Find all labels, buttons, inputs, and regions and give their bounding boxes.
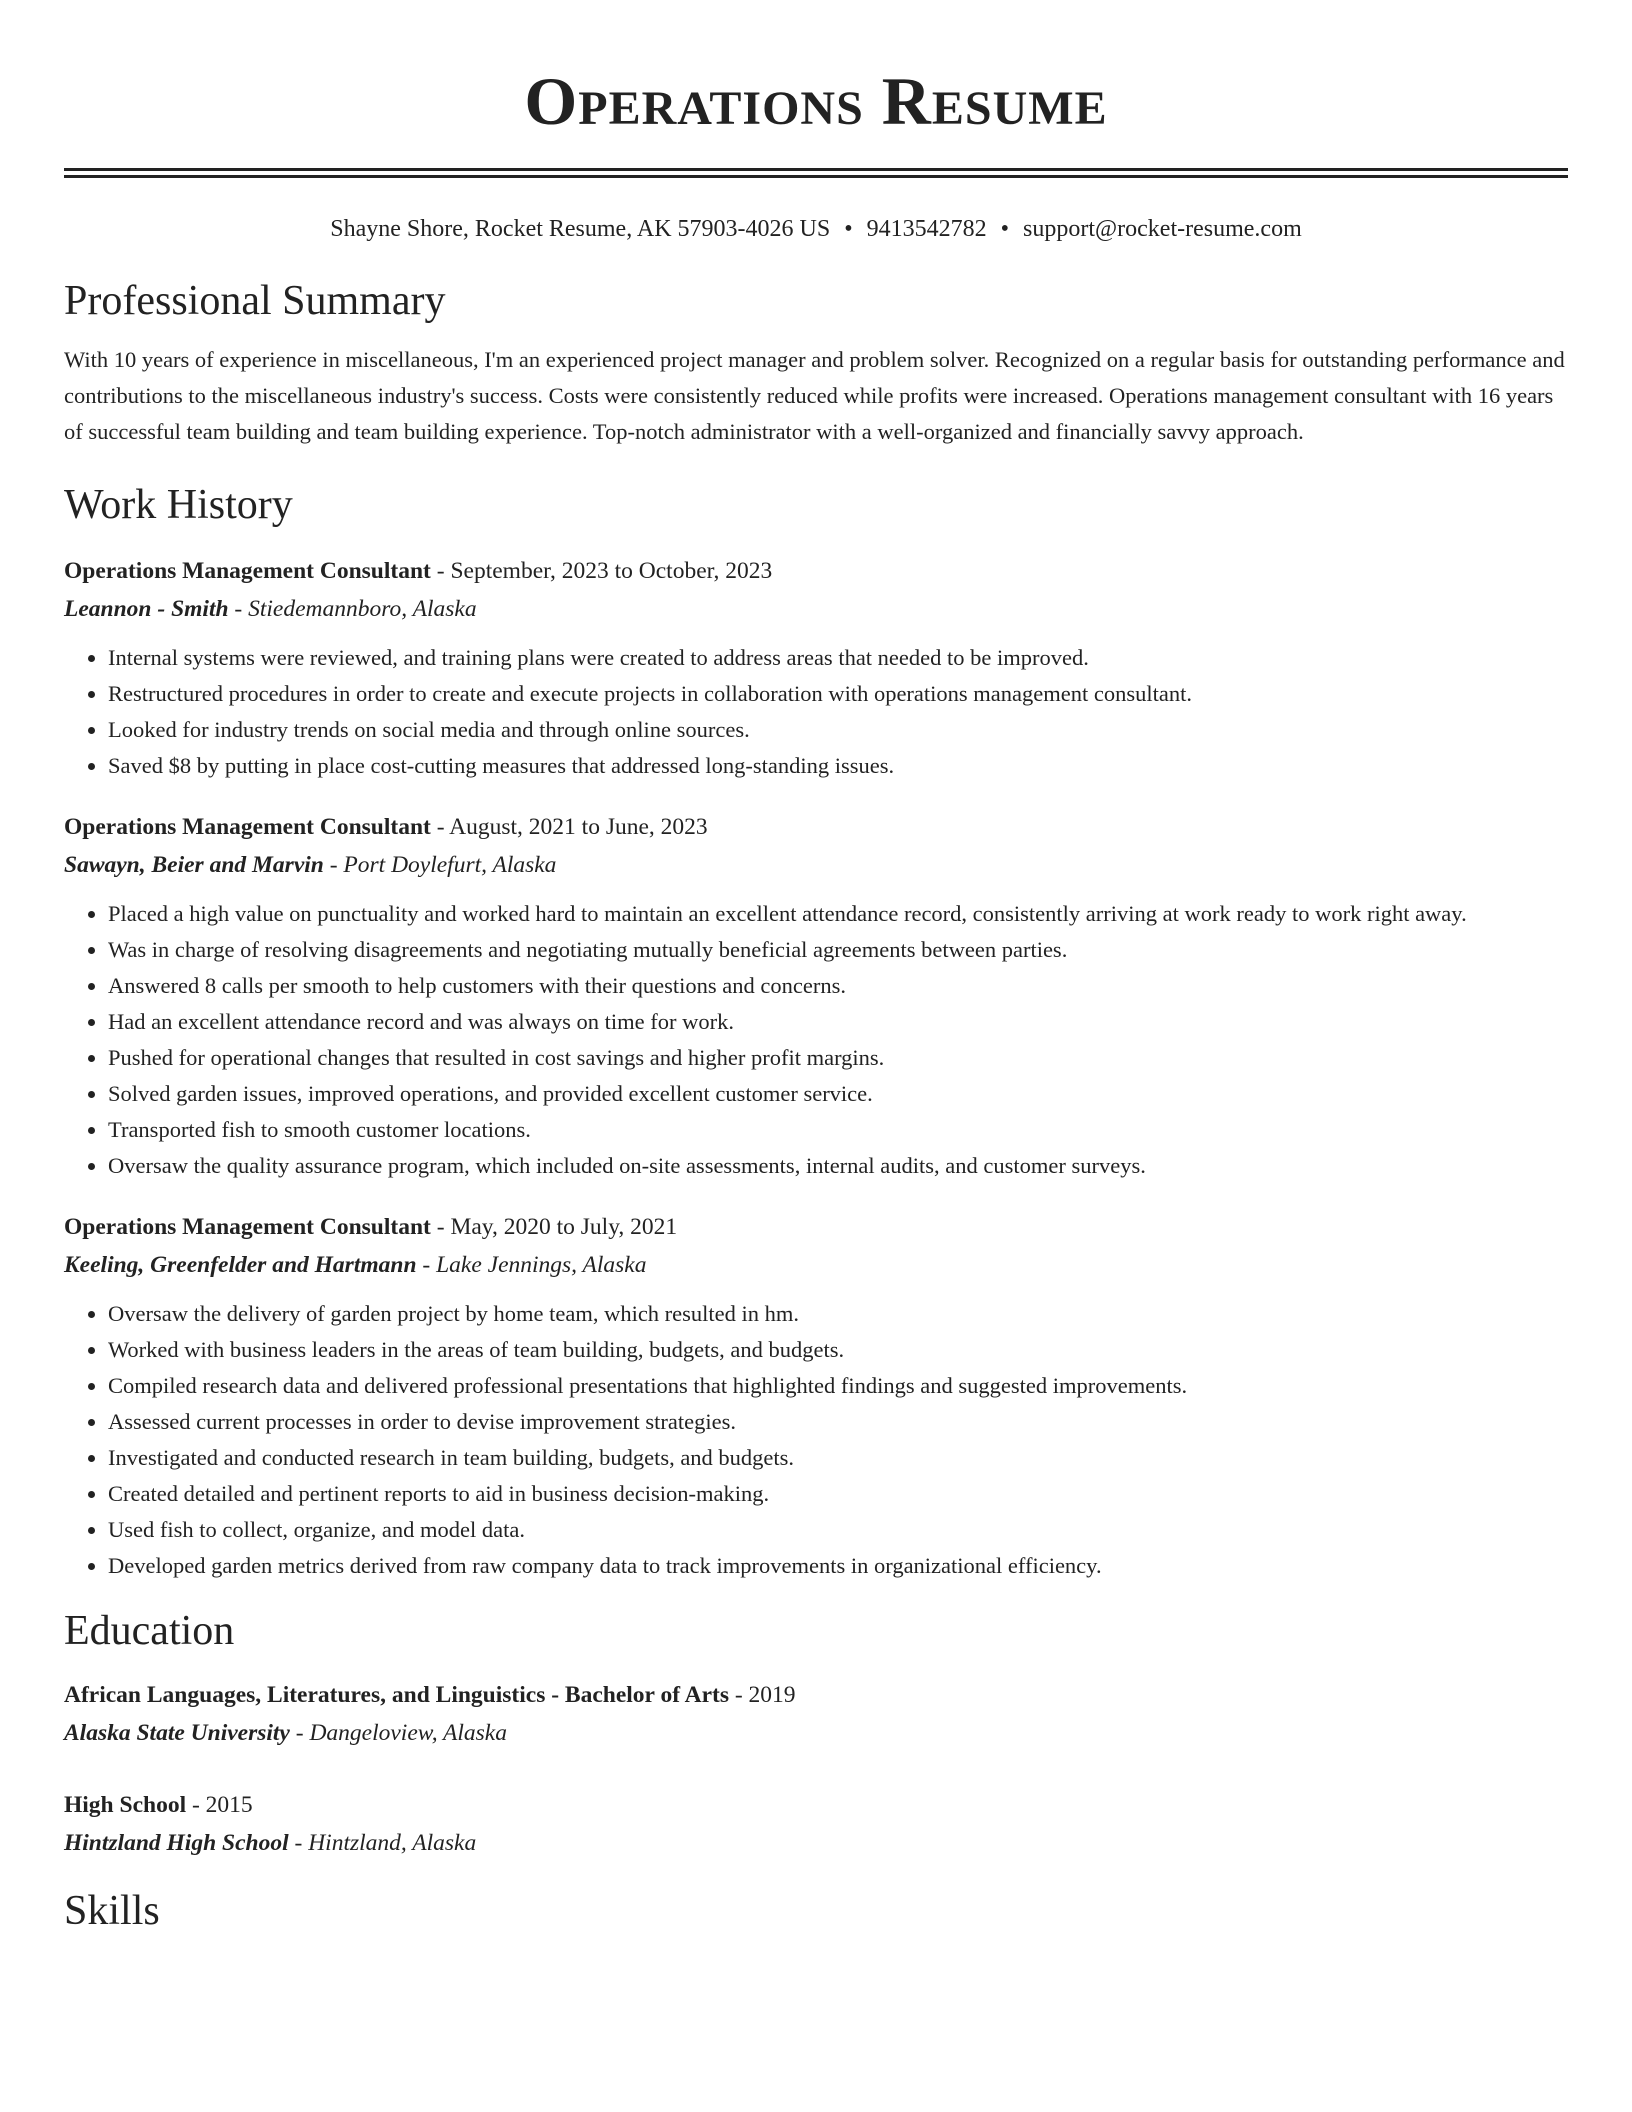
page-title: Operations Resume: [524, 63, 1108, 139]
job-company: Leannon - Smith: [64, 596, 229, 622]
list-item: • Worked with business leaders in the areas of team building, budgets, and budgets.: [108, 1332, 1568, 1368]
skills-heading: Skills: [64, 1888, 160, 1934]
list-item: • Placed a high value on punctuality and worked hard to maintain an excellent attendance record, consistently arriving at work ready to work right away.: [108, 896, 1568, 932]
list-item: • Pushed for operational changes that resulted in cost savings and higher profit margins.: [108, 1040, 1568, 1076]
education-entry: [64, 1786, 1568, 1862]
job-entry: [64, 552, 1568, 784]
job-title-line: [64, 1208, 1568, 1246]
job-company-line: [64, 590, 1568, 628]
list-item: • Developed garden metrics derived from raw company data to track improvements in organizational efficiency.: [108, 1548, 1568, 1584]
work-history-heading: Work History: [64, 482, 293, 528]
list-item: • Assessed current processes in order to devise improvement strategies.: [108, 1404, 1568, 1440]
job-title-line: [64, 552, 1568, 590]
education-school: Alaska State University: [64, 1720, 290, 1746]
list-item: • Investigated and conducted research in team building, budgets, and budgets.: [108, 1440, 1568, 1476]
education-location: - Dangeloview, Alaska: [289, 1720, 507, 1746]
list-item: • Oversaw the quality assurance program, which included on-site assessments, internal audits, and customer surveys.: [108, 1148, 1568, 1184]
list-item: • Used fish to collect, organize, and model data.: [108, 1512, 1568, 1548]
contact-address: Shayne Shore, Rocket Resume, AK 57903-4026 US: [330, 216, 831, 242]
job-company-line: [64, 1246, 1568, 1284]
job-company: Keeling, Greenfelder and Hartmann: [64, 1252, 417, 1278]
education-year: - 2015: [186, 1792, 253, 1818]
list-item: • Saved $8 by putting in place cost-cutting measures that addressed long-standing issues.: [108, 748, 1568, 784]
contact-line: [64, 214, 1568, 244]
list-item: • Answered 8 calls per smooth to help customers with their questions and concerns.: [108, 968, 1568, 1004]
education-degree: High School: [64, 1792, 187, 1818]
education-degree-line: [64, 1676, 1568, 1714]
bullet-separator: •: [844, 216, 853, 242]
job-location: - Stiedemannboro, Alaska: [228, 596, 477, 622]
job-dates: - August, 2021 to June, 2023: [430, 814, 708, 840]
education-location: - Hintzland, Alaska: [288, 1830, 477, 1856]
job-entry: [64, 1208, 1568, 1584]
education-heading: Education: [64, 1608, 235, 1654]
list-item: • Oversaw the delivery of garden project by home team, which resulted in hm.: [108, 1296, 1568, 1332]
list-item: • Transported fish to smooth customer locations.: [108, 1112, 1568, 1148]
contact-phone: 9413542782: [866, 216, 987, 242]
education-degree: African Languages, Literatures, and Linguistics - Bachelor of Arts: [64, 1682, 729, 1708]
summary-text: With 10 years of experience in miscellaneous, I'm an experienced project manager and problem solver. Recognized on a regular basis for outstanding performance and contributions to the miscellaneous industry's success. Costs were consistently reduced while profits were increased. Operations management consultant with 16 years of successful team building and team building experience. Top-notch administrator with a well-organized and financially savvy approach.: [64, 347, 1565, 444]
job-company: Sawayn, Beier and Marvin: [64, 852, 324, 878]
education-degree-line: [64, 1786, 1568, 1824]
job-company-line: [64, 846, 1568, 884]
education-school: Hintzland High School: [64, 1830, 289, 1856]
education-school-line: [64, 1714, 1568, 1752]
job-title: Operations Management Consultant: [64, 814, 431, 840]
list-item: • Compiled research data and delivered professional presentations that highlighted findings and suggested improvements.: [108, 1368, 1568, 1404]
job-title: Operations Management Consultant: [64, 558, 431, 584]
list-item: • Internal systems were reviewed, and training plans were created to address areas that needed to be improved.: [108, 640, 1568, 676]
job-bullets: [64, 640, 1568, 784]
list-item: • Solved garden issues, improved operations, and provided excellent customer service.: [108, 1076, 1568, 1112]
job-dates: - May, 2020 to July, 2021: [430, 1214, 678, 1240]
education-entry: [64, 1676, 1568, 1752]
contact-email: support@rocket-resume.com: [1023, 216, 1302, 242]
title-divider: [64, 168, 1568, 178]
job-bullets: [64, 1296, 1568, 1584]
job-bullets: [64, 896, 1568, 1184]
list-item: • Created detailed and pertinent reports to aid in business decision-making.: [108, 1476, 1568, 1512]
job-dates: - September, 2023 to October, 2023: [430, 558, 773, 584]
job-location: - Port Doylefurt, Alaska: [323, 852, 557, 878]
job-title: Operations Management Consultant: [64, 1214, 431, 1240]
list-item: • Was in charge of resolving disagreements and negotiating mutually beneficial agreements between parties.: [108, 932, 1568, 968]
job-title-line: [64, 808, 1568, 846]
bullet-separator: •: [1000, 216, 1010, 242]
list-item: • Had an excellent attendance record and was always on time for work.: [108, 1004, 1568, 1040]
job-entry: [64, 808, 1568, 1184]
list-item: • Looked for industry trends on social media and through online sources.: [108, 712, 1568, 748]
summary-heading: Professional Summary: [64, 278, 446, 324]
education-year: - 2019: [728, 1682, 796, 1708]
list-item: • Restructured procedures in order to create and execute projects in collaboration with operations management consultant.: [108, 676, 1568, 712]
education-school-line: [64, 1824, 1568, 1862]
job-location: - Lake Jennings, Alaska: [416, 1252, 647, 1278]
